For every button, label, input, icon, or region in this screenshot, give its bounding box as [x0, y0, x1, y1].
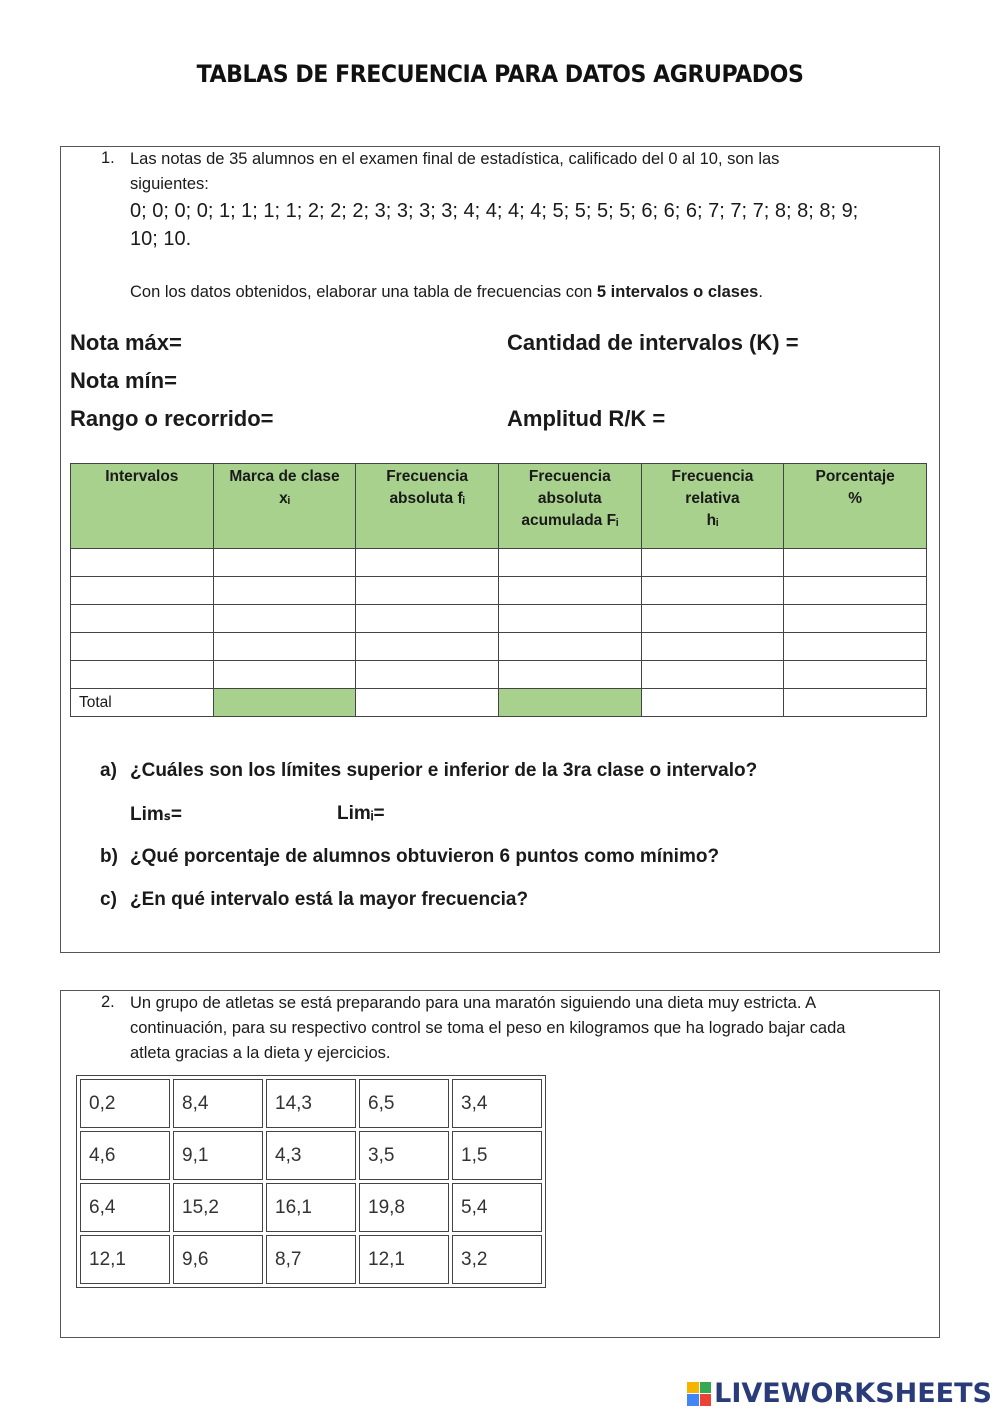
total-label: Total	[71, 689, 214, 717]
answer-cell[interactable]	[641, 549, 784, 577]
nota-min-label: Nota mín=	[70, 368, 177, 393]
header-frecuencia-acumulada: Frecuencia absoluta acumulada Fᵢ	[498, 464, 641, 549]
answer-cell[interactable]	[213, 661, 356, 689]
table-row	[80, 1183, 542, 1232]
data-cell: 3,5	[359, 1131, 449, 1180]
frequency-table-header	[71, 464, 927, 549]
data-cell: 8,4	[173, 1079, 263, 1128]
table-row	[71, 605, 927, 633]
answer-cell[interactable]	[213, 605, 356, 633]
data-cell: 3,4	[452, 1079, 542, 1128]
table-row	[80, 1079, 542, 1128]
data-cell: 15,2	[173, 1183, 263, 1232]
data-cell: 9,1	[173, 1131, 263, 1180]
data-cell: 0,2	[80, 1079, 170, 1128]
problem-1-instruction: Con los datos obtenidos, elaborar una tabla de frecuencias con 5 intervalos o clases.	[130, 283, 763, 301]
cantidad-intervalos-label: Cantidad de intervalos (K) =	[507, 330, 799, 355]
liveworksheets-logo[interactable]	[687, 1378, 992, 1409]
data-cell: 3,2	[452, 1235, 542, 1284]
header-marca-de-clase: Marca de clase xᵢ	[213, 464, 356, 549]
answer-cell[interactable]	[641, 689, 784, 717]
liveworksheets-logo-text: LIVEWORKSHEETS	[714, 1378, 992, 1409]
answer-cell[interactable]	[784, 689, 927, 717]
answer-cell[interactable]	[356, 605, 499, 633]
data-cell: 16,1	[266, 1183, 356, 1232]
question-b-text: ¿Qué porcentaje de alumnos obtuvieron 6 puntos como mínimo?	[130, 846, 720, 867]
question-a-label: a)	[100, 760, 117, 781]
table-row	[80, 1131, 542, 1180]
problem-1-data-line-1: 0; 0; 0; 0; 1; 1; 1; 1; 2; 2; 2; 3; 3; 3; 3; 4; 4; 4; 4; 5; 5; 5; 5; 6; 6; 6; 7; 7; 7; 8; 8; 8; 9;	[130, 200, 859, 222]
answer-cell[interactable]	[71, 661, 214, 689]
total-cell-disabled	[213, 689, 356, 717]
data-cell: 4,6	[80, 1131, 170, 1180]
data-cell: 14,3	[266, 1079, 356, 1128]
question-a-text: ¿Cuáles son los límites superior e inferior de la 3ra clase o intervalo?	[130, 760, 758, 781]
data-cell: 12,1	[80, 1235, 170, 1284]
answer-cell[interactable]	[356, 661, 499, 689]
answer-cell[interactable]	[71, 549, 214, 577]
problem-1-text-line-2: siguientes:	[130, 175, 209, 193]
lim-superior-label: Limₛ=	[130, 804, 182, 825]
answer-cell[interactable]	[356, 633, 499, 661]
answer-cell[interactable]	[213, 633, 356, 661]
header-frecuencia-relativa: Frecuencia relativa hᵢ	[641, 464, 784, 549]
table-row	[71, 549, 927, 577]
data-cell: 1,5	[452, 1131, 542, 1180]
table-row	[71, 577, 927, 605]
data-cell: 6,4	[80, 1183, 170, 1232]
liveworksheets-icon	[687, 1382, 711, 1406]
data-cell: 9,6	[173, 1235, 263, 1284]
question-c-label: c)	[100, 889, 117, 910]
problem-2-text-line-2: continuación, para su respectivo control se toma el peso en kilogramos que ha logrado bajar cada	[130, 1019, 846, 1037]
table-row	[80, 1235, 542, 1284]
weight-loss-data-table	[76, 1075, 546, 1288]
answer-cell[interactable]	[498, 661, 641, 689]
answer-cell[interactable]	[784, 661, 927, 689]
page-title: TABLAS DE FRECUENCIA PARA DATOS AGRUPADOS	[196, 60, 804, 88]
data-cell: 12,1	[359, 1235, 449, 1284]
nota-max-label: Nota máx=	[70, 330, 182, 355]
answer-cell[interactable]	[641, 605, 784, 633]
answer-cell[interactable]	[784, 605, 927, 633]
table-row	[71, 661, 927, 689]
header-intervalos: Intervalos	[71, 464, 214, 549]
problem-1-number: 1.	[101, 149, 115, 167]
answer-cell[interactable]	[356, 577, 499, 605]
data-cell: 6,5	[359, 1079, 449, 1128]
problem-2-text-line-1: Un grupo de atletas se está preparando para una maratón siguiendo una dieta muy estricta. A	[130, 994, 817, 1012]
answer-cell[interactable]	[213, 577, 356, 605]
question-b-label: b)	[100, 846, 118, 867]
answer-cell[interactable]	[498, 633, 641, 661]
answer-cell[interactable]	[71, 577, 214, 605]
header-porcentaje: Porcentaje %	[784, 464, 927, 549]
data-cell: 5,4	[452, 1183, 542, 1232]
data-cell: 19,8	[359, 1183, 449, 1232]
answer-cell[interactable]	[71, 605, 214, 633]
table-row	[71, 633, 927, 661]
data-cell: 4,3	[266, 1131, 356, 1180]
answer-cell[interactable]	[498, 605, 641, 633]
answer-cell[interactable]	[784, 633, 927, 661]
answer-cell[interactable]	[641, 577, 784, 605]
answer-cell[interactable]	[498, 549, 641, 577]
answer-cell[interactable]	[641, 633, 784, 661]
answer-cell[interactable]	[641, 661, 784, 689]
problem-1-text-line-1: Las notas de 35 alumnos en el examen final de estadística, calificado del 0 al 10, son las	[130, 150, 780, 168]
problem-2-text-line-3: atleta gracias a la dieta y ejercicios.	[130, 1044, 391, 1062]
answer-cell[interactable]	[784, 577, 927, 605]
question-c-text: ¿En qué intervalo está la mayor frecuencia?	[130, 889, 529, 910]
amplitud-label: Amplitud R/K =	[507, 406, 666, 431]
problem-2-number: 2.	[101, 993, 115, 1011]
answer-cell[interactable]	[784, 549, 927, 577]
problem-1-data-line-2: 10; 10.	[130, 228, 192, 250]
answer-cell[interactable]	[356, 689, 499, 717]
answer-cell[interactable]	[71, 633, 214, 661]
header-frecuencia-absoluta: Frecuencia absoluta fᵢ	[356, 464, 499, 549]
answer-cell[interactable]	[213, 549, 356, 577]
lim-inferior-label: Limᵢ=	[337, 803, 385, 824]
data-cell: 8,7	[266, 1235, 356, 1284]
answer-cell[interactable]	[356, 549, 499, 577]
answer-cell[interactable]	[498, 577, 641, 605]
frequency-table	[70, 463, 927, 717]
total-row	[71, 689, 927, 717]
rango-label: Rango o recorrido=	[70, 406, 274, 431]
total-cell-disabled	[498, 689, 641, 717]
